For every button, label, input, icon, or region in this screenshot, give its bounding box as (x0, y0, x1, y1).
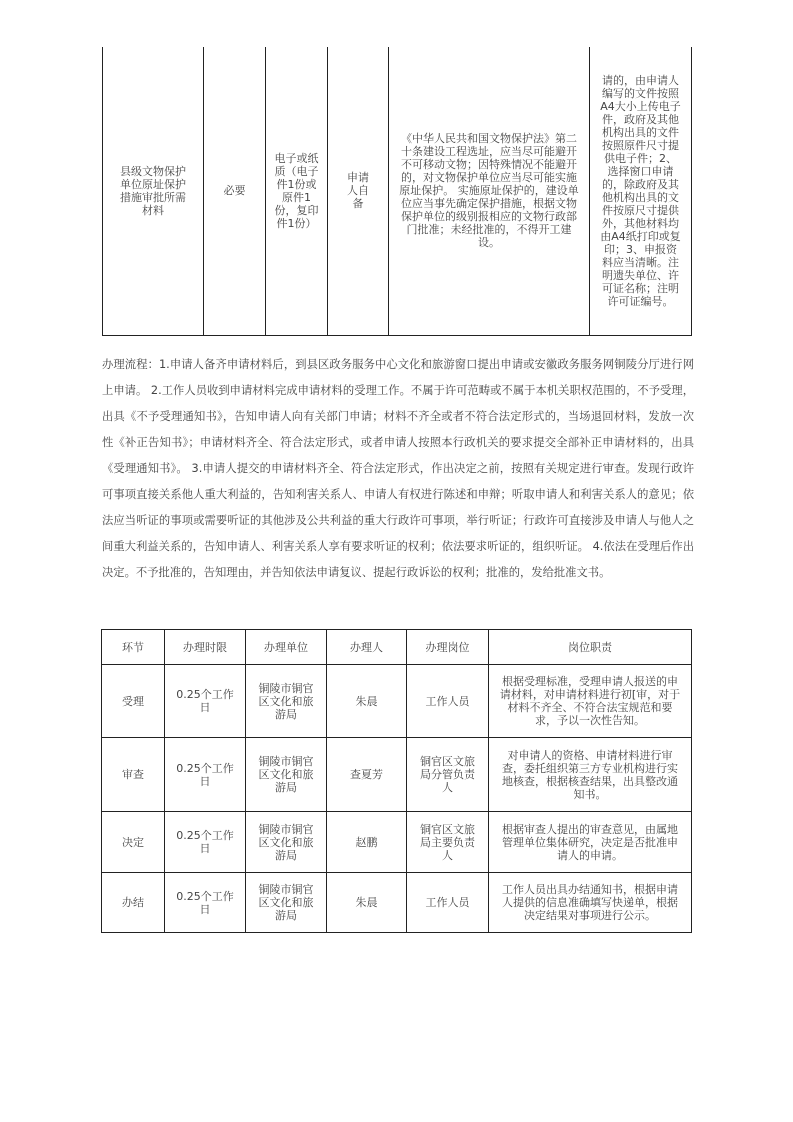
duties-cell: 根据审查人提出的审查意见，由属地管理单位集体研究，决定是否批准申请人的申请。 (489, 812, 692, 873)
table-row (102, 665, 692, 738)
materials-table (102, 47, 692, 336)
notes-cell: 请的，由申请人编写的文件按照A4大小上传电子件，政府及其他机构出具的文件按照原件尺寸提供电子件；2、选择窗口申请的，除政府及其他机构出具的文件按原尺寸提供外，其他材料均由A4纸打印或复印；3、申报资料应当清晰。注明遗失单位、许可证名称；注明许可证编号。 (590, 47, 692, 335)
header-cell: 办理岗位 (407, 630, 489, 665)
position-cell: 铜官区文旅局主要负责人 (407, 812, 489, 873)
time-limit-cell: 0.25个工作日 (165, 738, 246, 812)
table-header-row (102, 630, 692, 665)
unit-cell: 铜陵市铜官区文化和旅游局 (246, 738, 327, 812)
handler-cell: 朱晨 (327, 665, 407, 738)
step-cell: 审查 (102, 738, 165, 812)
position-cell: 工作人员 (407, 873, 489, 933)
table-row (103, 47, 692, 335)
header-cell: 办理单位 (246, 630, 327, 665)
table-row (102, 738, 692, 812)
time-limit-cell: 0.25个工作日 (165, 873, 246, 933)
handler-cell: 赵鹏 (327, 812, 407, 873)
time-limit-cell: 0.25个工作日 (165, 665, 246, 738)
duties-cell: 根据受理标准，受理申请人报送的申请材料，对申请材料进行初[审，对于材料不齐全、不符合法宝规范和要求，予以一次性告知。 (489, 665, 692, 738)
legal-basis-cell: 《中华人民共和国文物保护法》第二十条建设工程选址，应当尽可能避开不可移动文物；因特殊情况不能避开的，对文物保护单位应当尽可能实施原址保护。 实施原址保护的，建设单位应当事先确定保护措施，根据文物保护单位的级别报相应的文物行政部门批准；未经批准的，不得开工建设。 (389, 47, 590, 335)
header-cell: 岗位职责 (489, 630, 692, 665)
position-cell: 工作人员 (407, 665, 489, 738)
header-cell: 办理时限 (165, 630, 246, 665)
table-row (102, 812, 692, 873)
table-row (102, 873, 692, 933)
handler-cell: 查夏芳 (327, 738, 407, 812)
step-cell: 受理 (102, 665, 165, 738)
step-cell: 决定 (102, 812, 165, 873)
format-cell: 电子或纸质（电子件1份或原件1份，复印件1份） (266, 47, 328, 335)
header-cell: 环节 (102, 630, 165, 665)
source-cell: 申请人自备 (328, 47, 389, 335)
unit-cell: 铜陵市铜官区文化和旅游局 (246, 873, 327, 933)
duties-cell: 工作人员出具办结通知书，根据申请人提供的信息准确填写快递单，根据决定结果对事项进行公示。 (489, 873, 692, 933)
time-limit-cell: 0.25个工作日 (165, 812, 246, 873)
handler-cell: 朱晨 (327, 873, 407, 933)
process-description: 办理流程：1.申请人备齐申请材料后，到县区政务服务中心文化和旅游窗口提出申请或安徽政务服务网铜陵分厅进行网上申请。 2.工作人员收到申请材料完成申请材料的受理工作。不属于许可范畴或不属于本机关职权范围的，不予受理，出具《不予受理通知书》，告知申请人向有关部门申请；材料不齐全或者不符合法定形式的，当场退回材料，发放一次性《补正告知书》；申请材料齐全、符合法定形式，或者申请人按照本行政机关的要求提交全部补正申请材料的，出具《受理通知书》。 3.申请人提交的申请材料齐全、符合法定形式，作出决定之前，按照有关规定进行审查。发现行政许可事项直接关系他人重大利益的，告知利害关系人、申请人有权进行陈述和申辩；听取申请人和利害关系人的意见；依法应当听证的事项或需要听证的其他涉及公共利益的重大行政许可事项，举行听证；行政许可直接涉及申请人与他人之间重大利益关系的，告知申请人、利害关系人享有要求听证的权利；依法要求听证的，组织听证。 4.依法在受理后作出决定。不予批准的，告知理由，并告知依法申请复议、提起行政诉讼的权利；批准的，发给批准文书。 (102, 358, 694, 579)
duties-cell: 对申请人的资格、申请材料进行审查，委托组织第三方专业机构进行实地核查，根据核查结果，出具整改通知书。 (489, 738, 692, 812)
position-cell: 铜官区文旅局分管负责人 (407, 738, 489, 812)
header-cell: 办理人 (327, 630, 407, 665)
unit-cell: 铜陵市铜官区文化和旅游局 (246, 812, 327, 873)
required-cell: 必要 (204, 47, 266, 335)
process-table (101, 629, 692, 933)
step-cell: 办结 (102, 873, 165, 933)
material-name-cell: 县级文物保护单位原址保护措施审批所需材料 (103, 47, 204, 335)
unit-cell: 铜陵市铜官区文化和旅游局 (246, 665, 327, 738)
